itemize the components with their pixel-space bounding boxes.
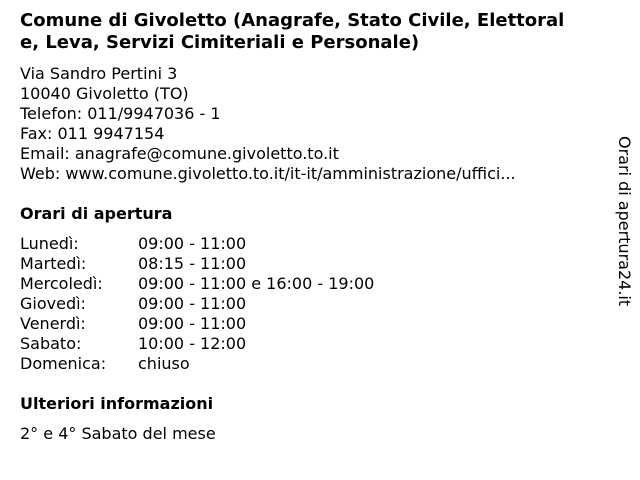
day-label: Mercoledì:: [20, 274, 103, 293]
day-time: 09:00 - 11:00: [138, 314, 247, 333]
address-phone: Telefon: 011/9947036 - 1: [20, 104, 221, 123]
address-block: [20, 64, 516, 184]
day-label: Sabato:: [20, 334, 82, 353]
address-web: Web: www.comune.givoletto.to.it/it-it/amministrazione/uffici...: [20, 164, 516, 183]
day-time: chiuso: [138, 354, 190, 373]
watermark-text: Orari di apertura24.it: [615, 136, 634, 307]
page-title: Comune di Givoletto (Anagrafe, Stato Civile, Elettorale, Leva, Servizi Cimiteriali e Personale): [20, 10, 565, 53]
address-email: Email: anagrafe@comune.givoletto.to.it: [20, 144, 339, 163]
day-time: 08:15 - 11:00: [138, 254, 247, 273]
more-info-text: 2° e 4° Sabato del mese: [20, 424, 216, 443]
more-info-heading: Ulteriori informazioni: [20, 394, 214, 413]
day-time: 09:00 - 11:00 e 16:00 - 19:00: [138, 274, 375, 293]
address-street: Via Sandro Pertini 3: [20, 64, 178, 83]
day-label: Giovedì:: [20, 294, 86, 313]
day-label: Domenica:: [20, 354, 107, 373]
address-city: 10040 Givoletto (TO): [20, 84, 189, 103]
site-watermark: [612, 136, 636, 312]
day-label: Lunedì:: [20, 234, 79, 253]
day-time: 09:00 - 11:00: [138, 234, 247, 253]
opening-hours-heading: Orari di apertura: [20, 204, 173, 223]
day-label: Venerdì:: [20, 314, 86, 333]
day-time: 09:00 - 11:00: [138, 294, 247, 313]
day-time: 10:00 - 12:00: [138, 334, 247, 353]
address-fax: Fax: 011 9947154: [20, 124, 165, 143]
day-label: Martedì:: [20, 254, 87, 273]
